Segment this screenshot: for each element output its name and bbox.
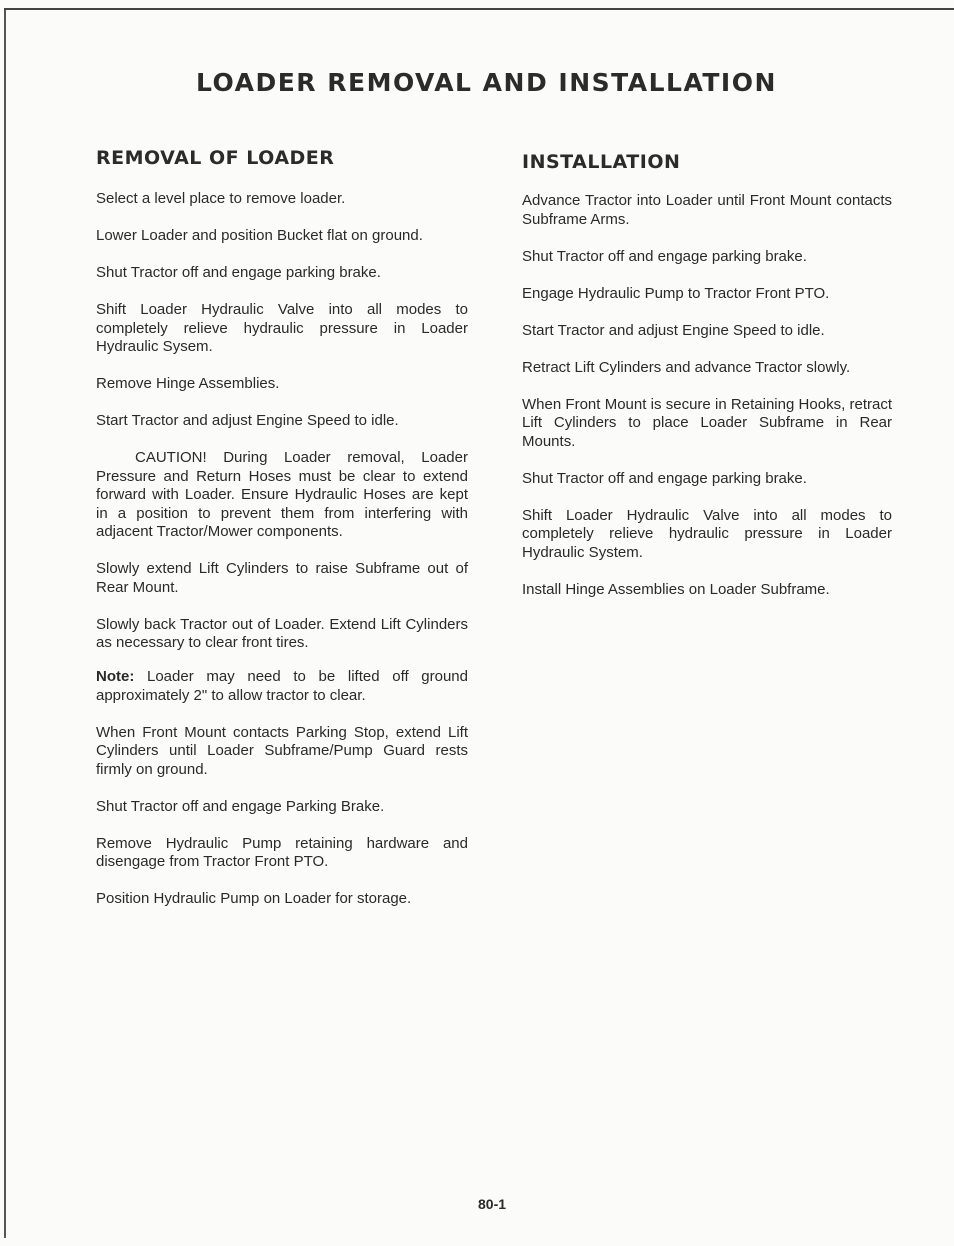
- removal-heading: REMOVAL OF LOADER: [96, 147, 335, 169]
- note-text: Loader may need to be lifted off ground approximately 2" to allow tractor to clear.: [96, 668, 468, 704]
- removal-step: Remove Hinge Assemblies.: [96, 375, 280, 392]
- installation-step: Engage Hydraulic Pump to Tractor Front PTO.: [522, 284, 830, 302]
- removal-column: [96, 146, 468, 927]
- installation-heading: INSTALLATION: [522, 151, 681, 173]
- installation-step: Shut Tractor off and engage parking brake.: [522, 469, 807, 487]
- page-title: LOADER REMOVAL AND INSTALLATION: [196, 68, 777, 97]
- caution-paragraph: CAUTION! During Loader removal, Loader Pressure and Return Hoses must be clear to extend forward with Loader. Ensure Hydraulic Hoses are kept in a position to prevent them from interfering with adjacent Tractor/Mower components.: [96, 449, 468, 540]
- removal-step: Select a level place to remove loader.: [96, 190, 346, 207]
- removal-step: Lower Loader and position Bucket flat on ground.: [96, 227, 423, 244]
- installation-step: Shift Loader Hydraulic Valve into all modes to completely relieve hydraulic pressure in Loader Hydraulic System.: [522, 506, 892, 561]
- removal-step: Position Hydraulic Pump on Loader for storage.: [96, 890, 412, 907]
- removal-step: Slowly back Tractor out of Loader. Extend Lift Cylinders as necessary to clear front tires.: [96, 615, 468, 651]
- removal-step: Slowly extend Lift Cylinders to raise Subframe out of Rear Mount.: [96, 560, 468, 596]
- installation-column: [522, 146, 892, 618]
- installation-step: When Front Mount is secure in Retaining Hooks, retract Lift Cylinders to place Loader Subframe in Rear Mounts.: [522, 395, 892, 450]
- installation-step: Shut Tractor off and engage parking brake.: [522, 247, 807, 265]
- note-label: Note:: [96, 668, 135, 685]
- page-top-rule: [4, 8, 954, 10]
- removal-step: Shut Tractor off and engage Parking Brake.: [96, 797, 385, 815]
- page-number: 80-1: [478, 1196, 507, 1212]
- installation-step: Start Tractor and adjust Engine Speed to idle.: [522, 321, 825, 339]
- note-paragraph: [96, 668, 468, 705]
- installation-step: Advance Tractor into Loader until Front Mount contacts Subframe Arms.: [522, 192, 892, 228]
- removal-step: Shut Tractor off and engage parking brake.: [96, 264, 381, 281]
- removal-step: Start Tractor and adjust Engine Speed to idle.: [96, 412, 399, 429]
- removal-step: When Front Mount contacts Parking Stop, extend Lift Cylinders until Loader Subframe/Pump Guard rests firmly on ground.: [96, 723, 468, 778]
- removal-step: Shift Loader Hydraulic Valve into all modes to completely relieve hydraulic pressure in Loader Hydraulic Sysem.: [96, 301, 468, 355]
- installation-step: Install Hinge Assemblies on Loader Subframe.: [522, 580, 830, 598]
- page-left-edge: [4, 8, 6, 1238]
- removal-step: Remove Hydraulic Pump retaining hardware and disengage from Tractor Front PTO.: [96, 834, 468, 870]
- installation-step: Retract Lift Cylinders and advance Tractor slowly.: [522, 358, 851, 376]
